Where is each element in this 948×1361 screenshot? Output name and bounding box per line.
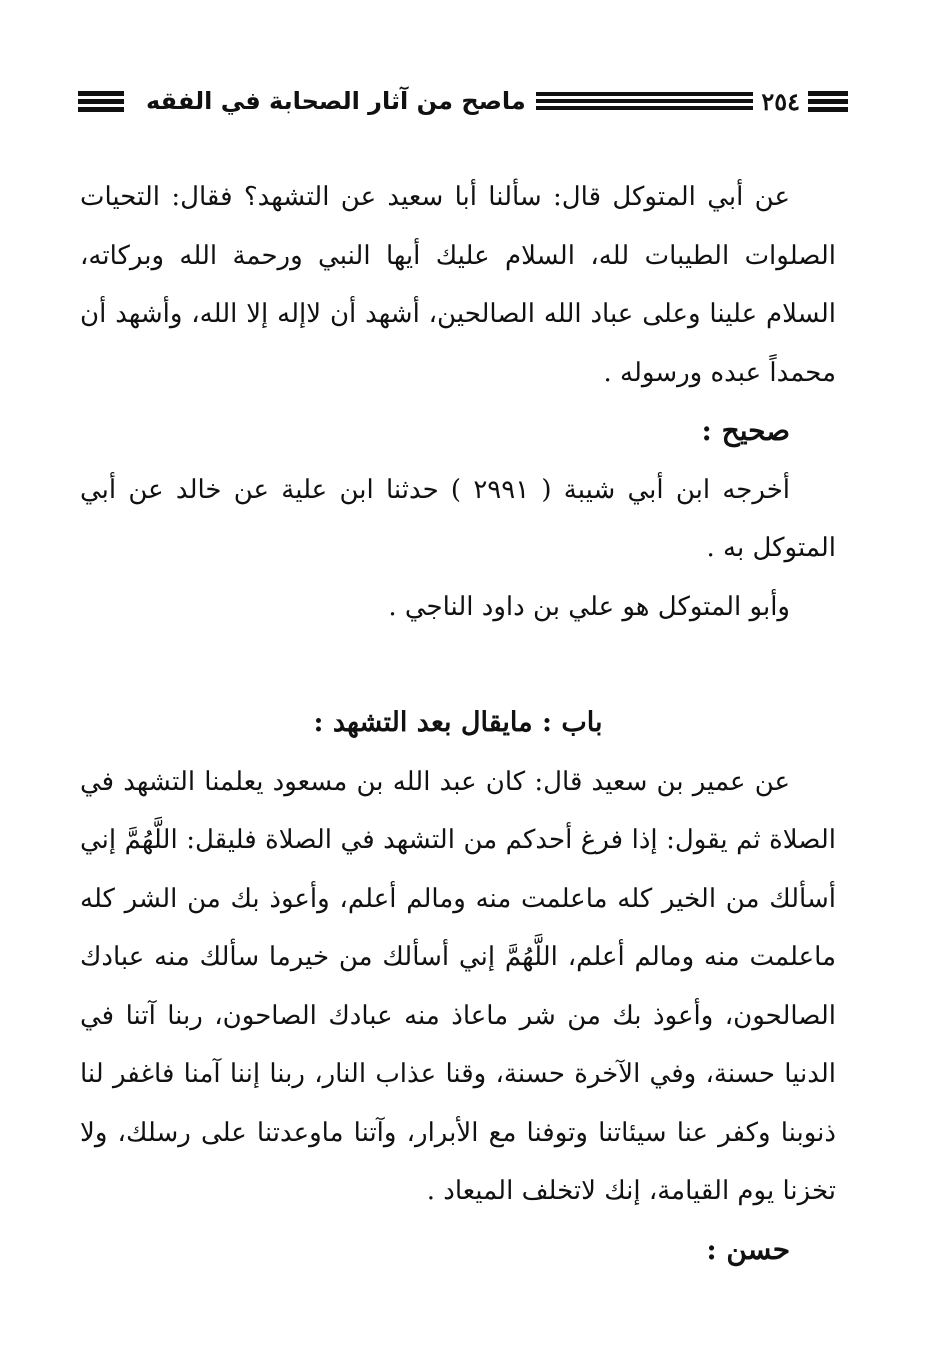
running-title: ماصح من آثار الصحابة في الفقه <box>146 87 526 115</box>
header-rule-middle <box>536 92 754 110</box>
page-number: ٢٥٤ <box>761 86 800 116</box>
page-header <box>78 78 848 124</box>
athar-text-1: عن أبي المتوكل قال: سألنا أبا سعيد عن التشهد؟ فقال: التحيات الصلوات الطيبات لله، السلام عليك أيها النبي ورحمة الله وبركاته، السلام علينا وعلى عباد الله الصالحين، أشهد أن لاإله إلا الله، وأشهد أن محمداً عبده ورسوله . <box>80 182 836 388</box>
page-body <box>80 168 836 1279</box>
chapter-heading: باب : مايقال بعد التشهد : <box>313 707 603 738</box>
grade-label-sahih: صحيح : <box>701 414 790 447</box>
narrator-note: وأبو المتوكل هو علي بن داود الناجي . <box>388 591 790 622</box>
header-rule-left <box>78 91 124 112</box>
header-rule-right <box>808 91 848 112</box>
athar-text-2: عن عمير بن سعيد قال: كان عبد الله بن مسعود يعلمنا التشهد في الصلاة ثم يقول: إذا فرغ أحدكم من التشهد في الصلاة فليقل: اللَّهُمَّ إني أسألك من الخير كله ماعلمت منه ومالم أعلم، وأعوذ بك من الشر كله ماعلمت منه ومالم أعلم، اللَّهُمَّ إني أسألك من خيرما سألك منه عبادك الصالحون، وأعوذ بك من شر ماعاذ منه عبادك الصاحون، ربنا آتنا في الدنيا حسنة، وفي الآخرة حسنة، وقنا عذاب النار، ربنا إننا آمنا فاغفر لنا ذنوبنا وكفر عنا سيئاتنا وتوفنا مع الأبرار، وآتنا ماوعدتنا على رسلك، ولا تخزنا يوم القيامة، إنك لاتخلف الميعاد . <box>80 766 836 1206</box>
grade-label-hasan: حسن : <box>706 1232 790 1266</box>
takhrij-text: أخرجه ابن أبي شيبة ( ٢٩٩١ ) حدثنا ابن علية عن خالد عن أبي المتوكل به . <box>80 474 836 563</box>
